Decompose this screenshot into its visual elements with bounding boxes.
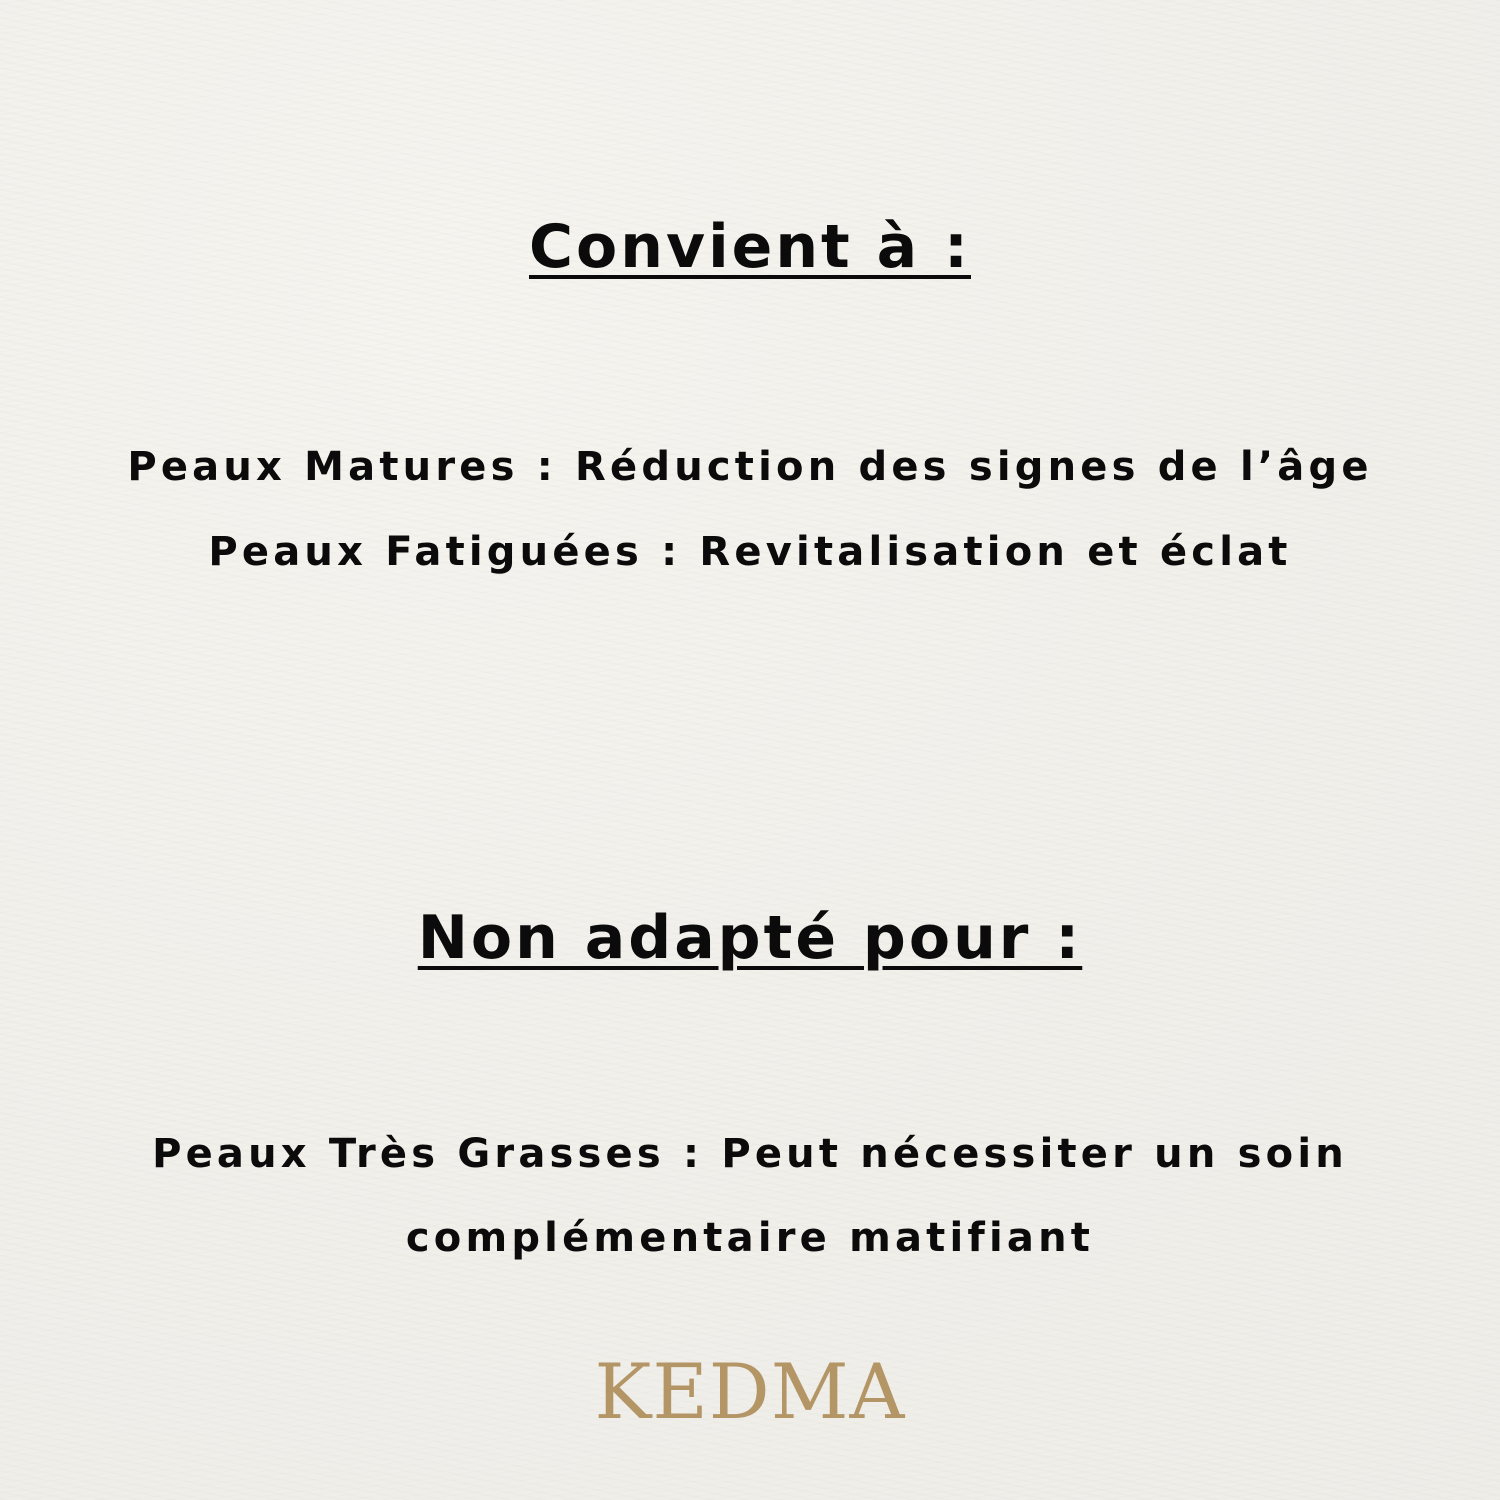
brand-logo: KEDMA [594, 1347, 906, 1436]
suitable-heading [0, 212, 1500, 282]
unsuitable-heading [0, 903, 1500, 973]
suitable-item-tired-skin: Peaux Fatiguées : Revitalisation et éclat [208, 529, 1292, 575]
unsuitable-item-oily-skin: Peaux Très Grasses : Peut nécessiter un soin [152, 1131, 1348, 1177]
suitable-item-mature-skin: Peaux Matures : Réduction des signes de l’âge [127, 444, 1373, 490]
unsuitable-heading-text: Non adapté pour : [417, 903, 1083, 973]
unsuitable-item-oily-skin-continued: complémentaire matifiant [405, 1215, 1095, 1261]
suitable-heading-text: Convient à : [529, 212, 971, 282]
